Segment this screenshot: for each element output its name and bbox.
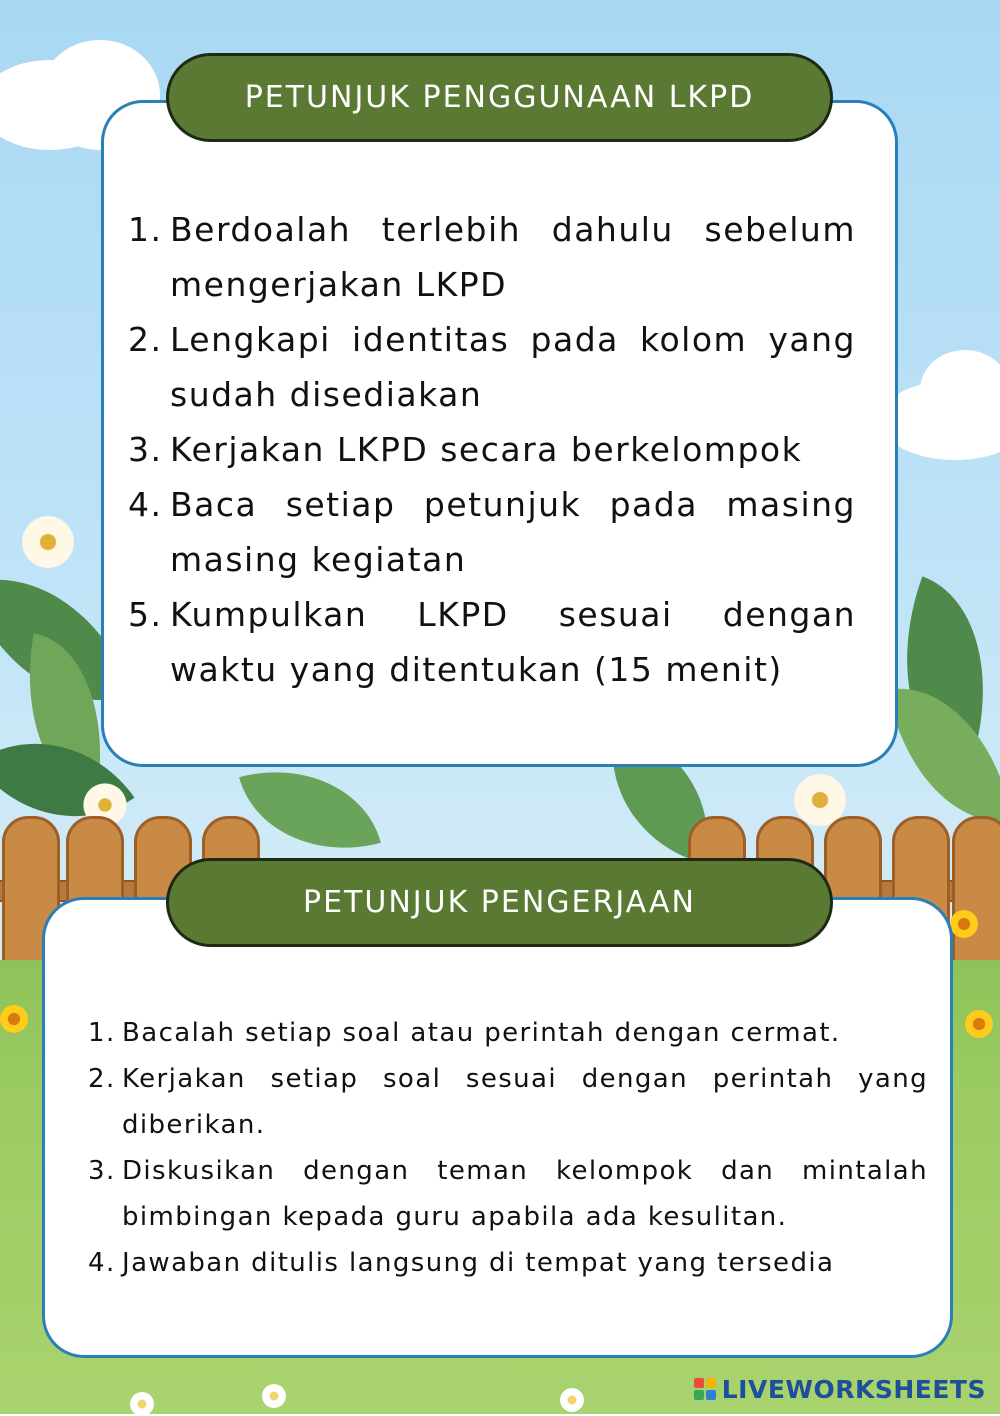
list-item [128,477,856,587]
yellow-flower [0,1005,28,1033]
item-number: 4. [88,1248,116,1278]
yellow-flower [965,1010,993,1038]
item-text: Bacalah setiap soal atau perintah dengan cermat. [122,1018,841,1048]
item-text: Diskusikan dengan teman kelompok dan mintalah bimbingan kepada guru apabila ada kesulitan. [122,1156,928,1232]
item-number: 2. [88,1064,116,1094]
fence-post [952,816,1000,982]
usage-instructions-list [128,202,856,697]
list-item [88,1148,928,1240]
item-number: 1. [128,210,163,249]
item-text: Kumpulkan LKPD sesuai dengan waktu yang ditentukan (15 menit) [170,595,856,689]
small-white-flower [262,1384,286,1408]
usage-instructions-title: PETUNJUK PENGGUNAAN LKPD [166,53,833,142]
small-white-flower [130,1392,154,1416]
yellow-flower [950,910,978,938]
item-number: 5. [128,595,163,634]
work-instructions-list [88,1010,928,1286]
list-item [88,1240,928,1286]
item-text: Kerjakan setiap soal sesuai dengan perintah yang diberikan. [122,1064,928,1140]
liveworksheets-wordmark: LIVEWORKSHEETS [721,1374,986,1404]
item-text: Baca setiap petunjuk pada masing masing kegiatan [170,485,856,579]
white-flower [18,512,78,572]
item-number: 3. [88,1156,116,1186]
item-text: Kerjakan LKPD secara berkelompok [170,430,803,469]
list-item [128,312,856,422]
liveworksheets-icon [694,1378,716,1400]
item-number: 1. [88,1018,116,1048]
list-item [88,1010,928,1056]
item-number: 4. [128,485,163,524]
list-item [128,587,856,697]
item-text: Berdoalah terlebih dahulu sebelum mengerjakan LKPD [170,210,856,304]
item-text: Jawaban ditulis langsung di tempat yang tersedia [122,1248,835,1278]
cloud [920,350,1000,430]
work-instructions-title: PETUNJUK PENGERJAAN [166,858,833,947]
list-item [128,202,856,312]
item-number: 3. [128,430,163,469]
small-white-flower [560,1388,584,1412]
liveworksheets-logo[interactable] [694,1372,986,1406]
item-text: Lengkapi identitas pada kolom yang sudah disediakan [170,320,856,414]
list-item [128,422,856,477]
item-number: 2. [128,320,163,359]
list-item [88,1056,928,1148]
